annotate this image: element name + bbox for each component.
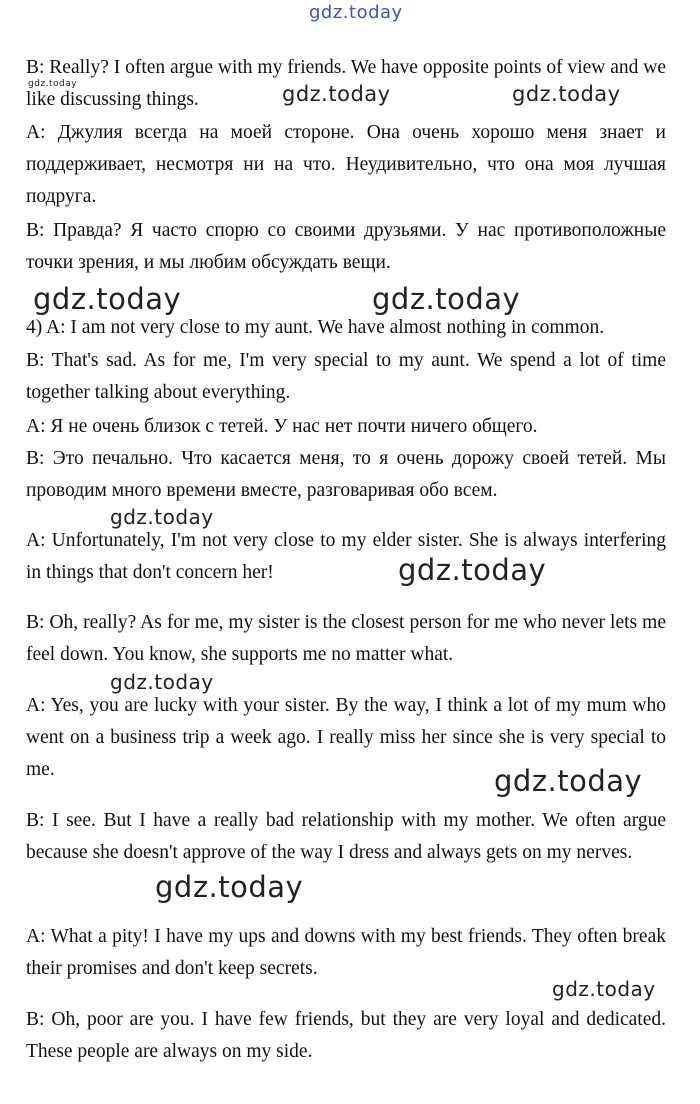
paragraph-7: В: Это печально. Что касается меня, то я очень дорожу своей тетей. Мы проводим много времени вместе, разговаривая обо всем. <box>26 448 666 501</box>
watermark-6: gdz.today <box>398 553 547 587</box>
paragraph-9: B: Oh, really? As for me, my sister is the closest person for me who never lets me feel down. You know, she supports me no matter what. <box>26 612 666 665</box>
watermark-9: gdz.today <box>155 870 304 904</box>
paragraph-8: A: Unfortunately, I'm not very close to my elder sister. She is always interfering in things that don't concern her! <box>26 530 666 583</box>
paragraph-11: B: I see. But I have a really bad relationship with my mother. We often argue because she doesn't approve of the way I dress and always gets on my nerves. <box>26 810 666 863</box>
watermark-tiny: gdz.today <box>28 79 78 89</box>
watermark-5: gdz.today <box>110 505 214 529</box>
paragraph-12: A: What a pity! I have my ups and downs with my best friends. They often break their promises and don't keep secrets. <box>26 926 666 979</box>
watermark-1: gdz.today <box>282 82 391 106</box>
paragraph-6: A: Я не очень близок с тетей. У нас нет почти ничего общего. <box>26 416 538 437</box>
paragraph-2: A: Джулия всегда на моей стороне. Она очень хорошо меня знает и поддерживает, несмотря ни на что. Неудивительно, что она моя лучшая подруга. <box>26 122 666 207</box>
watermark-8: gdz.today <box>494 764 643 798</box>
watermark-3: gdz.today <box>33 282 182 316</box>
paragraph-10: A: Yes, you are lucky with your sister. By the way, I think a lot of my mum who went on a business trip a week ago. I really miss her since she is very special to me. <box>26 695 666 780</box>
watermark-7: gdz.today <box>110 670 214 694</box>
paragraph-3: В: Правда? Я часто спорю со своими друзьями. У нас противоположные точки зрения, и мы любим обсуждать вещи. <box>26 220 666 273</box>
paragraph-5: B: That's sad. As for me, I'm very special to my aunt. We spend a lot of time together talking about everything. <box>26 350 666 403</box>
paragraph-1: B: Really? I often argue with my friends. We have opposite points of view and we like discussing things. <box>26 57 666 110</box>
paragraph-4: 4) A: I am not very close to my aunt. We have almost nothing in common. <box>26 317 605 338</box>
paragraph-13: B: Oh, poor are you. I have few friends, but they are very loyal and dedicated. These people are always on my side. <box>26 1009 666 1062</box>
watermark-4: gdz.today <box>372 282 521 316</box>
watermark-2: gdz.today <box>512 82 621 106</box>
watermark-top: gdz.today <box>309 2 403 23</box>
watermark-10: gdz.today <box>552 977 656 1001</box>
